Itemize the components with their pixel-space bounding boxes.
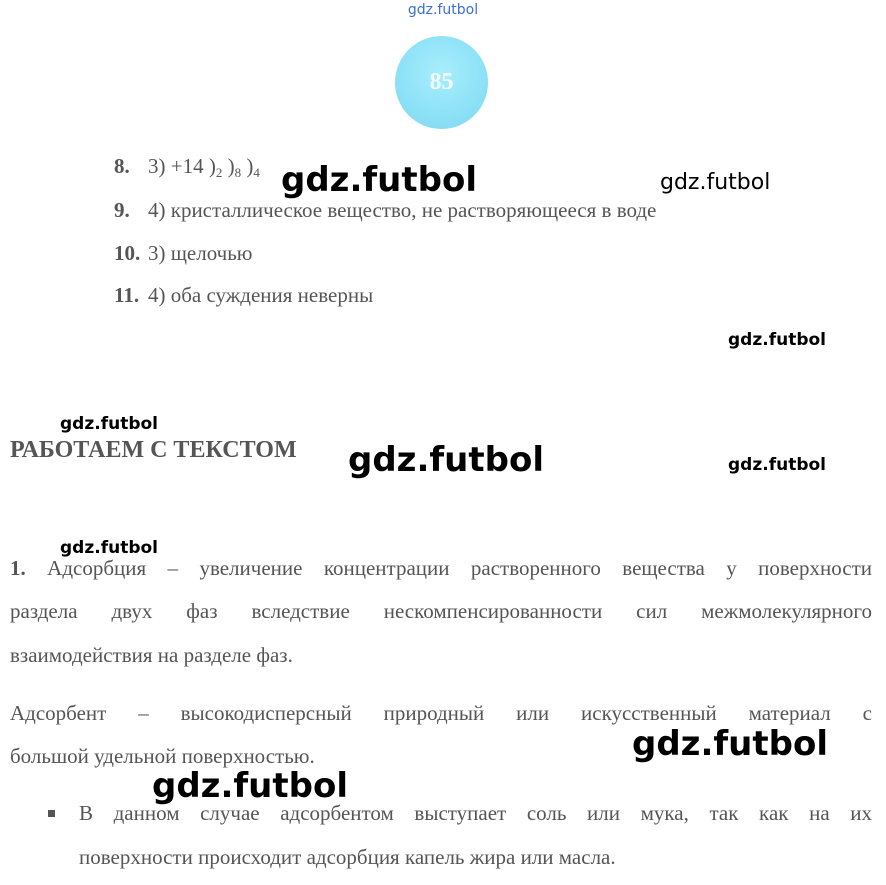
bullet-line1: В данном случае адсорбентом выступает соль или мука, так как на их [79,801,872,825]
watermark: gdz.futbol [60,414,158,434]
shell-arc-1: ) [222,154,235,178]
watermark: gdz.futbol [348,440,544,480]
answer-11 [114,283,373,308]
answer-8 [114,154,260,181]
item1-line2: раздела двух фаз вследствие нескомпенсированности сил межмолекулярного [10,599,872,623]
page-number: 85 [429,69,454,95]
watermark: gdz.futbol [632,724,828,764]
adsorbent-line1: Адсорбент – высокодисперсный природный или искусственный материал с [10,701,872,725]
answer-9 [114,198,656,223]
watermark: gdz.futbol [152,766,348,806]
watermark: gdz.futbol [660,170,771,195]
answer-text: 4) оба суждения неверны [148,283,374,307]
answer-number: 11. [114,283,140,307]
section-title: РАБОТАЕМ С ТЕКСТОМ [10,437,297,463]
bullet-marker [48,810,55,817]
watermark: gdz.futbol [728,330,826,350]
answer-number: 10. [114,241,141,265]
shell-count-1: 2 [215,165,223,180]
answer-text: 3) щелочью [148,241,253,265]
page-number-badge [395,36,488,129]
watermark: gdz.futbol [728,455,826,475]
watermark: gdz.futbol [281,160,477,200]
shell-count-2: 8 [234,165,242,180]
answer-number: 9. [114,198,130,222]
bullet-line2: поверхности происходит адсорбция капель жира или масла. [79,845,616,869]
answer-10 [114,241,253,266]
answer-text: 4) кристаллическое вещество, не растворяющееся в воде [148,198,657,222]
answer-text: 3) +14 ) [148,154,216,178]
adsorbent-line2: большой удельной поверхностью. [10,744,315,768]
shell-arc-2: ) [241,154,254,178]
item1-line3: взаимодействия на разделе фаз. [10,643,293,667]
item1-text: Адсорбция – увеличение концентрации растворенного вещества у поверхности [47,556,873,580]
shell-count-3: 4 [253,165,260,180]
item1-number: 1. [10,556,26,580]
watermark-top: gdz.futbol [407,2,479,18]
watermark: gdz.futbol [60,538,158,558]
answer-number: 8. [114,154,130,178]
